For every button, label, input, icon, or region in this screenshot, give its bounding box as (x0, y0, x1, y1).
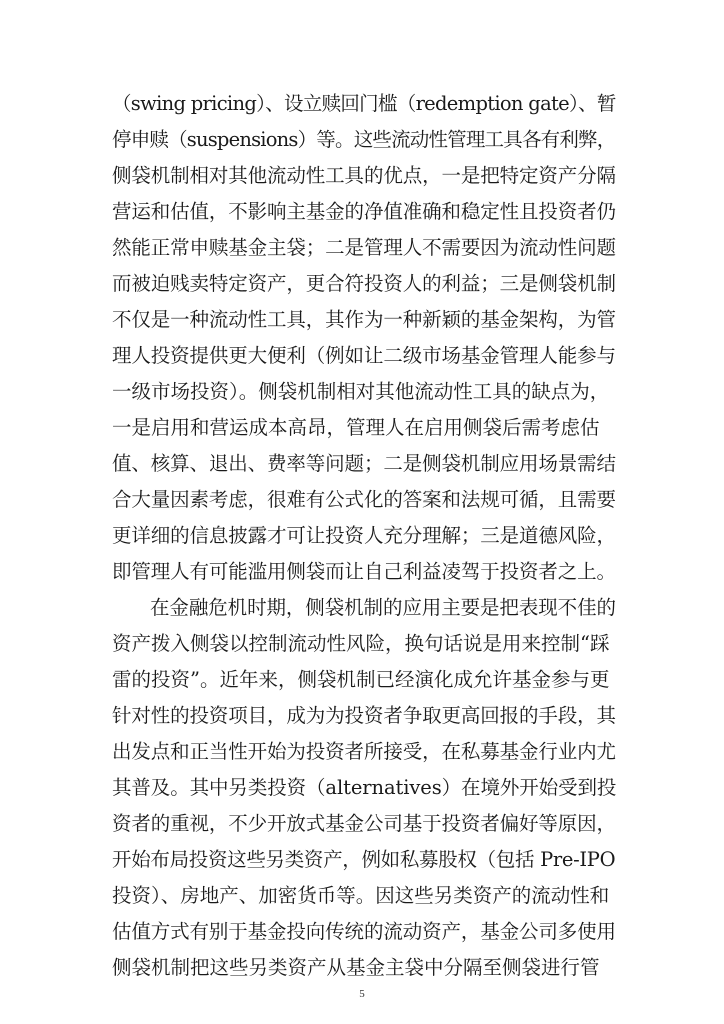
text-line: 估值方式有别于基金投向传统的流动资产，基金公司多使用 (112, 920, 616, 943)
text-line: （swing pricing）、设立赎回门槛（redemption gate）、暂 (112, 92, 616, 115)
text-line: 针对性的投资项目，成为为投资者争取更高回报的手段，其 (112, 704, 616, 727)
text-line: 然能正常申赎基金主袋；二是管理人不需要因为流动性问题 (112, 236, 616, 259)
text-line: 资产拨入侧袋以控制流动性风险，换句话说是用来控制“踩 (112, 632, 610, 655)
text-line: 一是启用和营运成本高昂，管理人在启用侧袋后需考虑估 (112, 416, 600, 439)
text-line: 不仅是一种流动性工具，其作为一种新颖的基金架构，为管 (112, 308, 616, 331)
text-line: 出发点和正当性开始为投资者所接受，在私募基金行业内尤 (112, 740, 616, 763)
text-line: 即管理人有可能滥用侧袋而让自己利益凌驾于投资者之上。 (112, 560, 616, 583)
text-line: 停申赎（suspensions）等。这些流动性管理工具各有利弊， (112, 128, 616, 151)
text-line: 投资）、房地产、加密货币等。因这些另类资产的流动性和 (112, 884, 610, 907)
text-line: 侧袋机制把这些另类资产从基金主袋中分隔至侧袋进行管 (112, 956, 600, 979)
text-line: 而被迫贱卖特定资产，更合符投资人的利益；三是侧袋机制 (112, 272, 616, 295)
paragraph-first-line: 在金融危机时期，侧袋机制的应用主要是把表现不佳的 (150, 596, 616, 619)
text-line: 雷的投资”。近年来，侧袋机制已经演化成允许基金参与更 (112, 668, 610, 691)
text-line: 一级市场投资）。侧袋机制相对其他流动性工具的缺点为， (112, 380, 610, 403)
text-line: 合大量因素考虑，很难有公式化的答案和法规可循，且需要 (112, 488, 616, 511)
page-number: 5 (359, 988, 365, 1000)
text-line: 资者的重视，不少开放式基金公司基于投资者偏好等原因， (112, 812, 616, 835)
text-line: 更详细的信息披露才可让投资人充分理解；三是道德风险， (112, 524, 616, 547)
text-line: 其普及。其中另类投资（alternatives）在境外开始受到投 (112, 776, 617, 799)
text-line: 营运和估值，不影响主基金的净值准确和稳定性且投资者仍 (112, 200, 616, 223)
text-line: 理人投资提供更大便利（例如让二级市场基金管理人能参与 (112, 344, 616, 367)
text-line: 侧袋机制相对其他流动性工具的优点，一是把特定资产分隔 (112, 164, 616, 187)
text-line: 值、核算、退出、费率等问题；二是侧袋机制应用场景需结 (112, 452, 616, 475)
text-line: 开始布局投资这些另类资产，例如私募股权（包括 Pre-IPO (112, 848, 616, 871)
